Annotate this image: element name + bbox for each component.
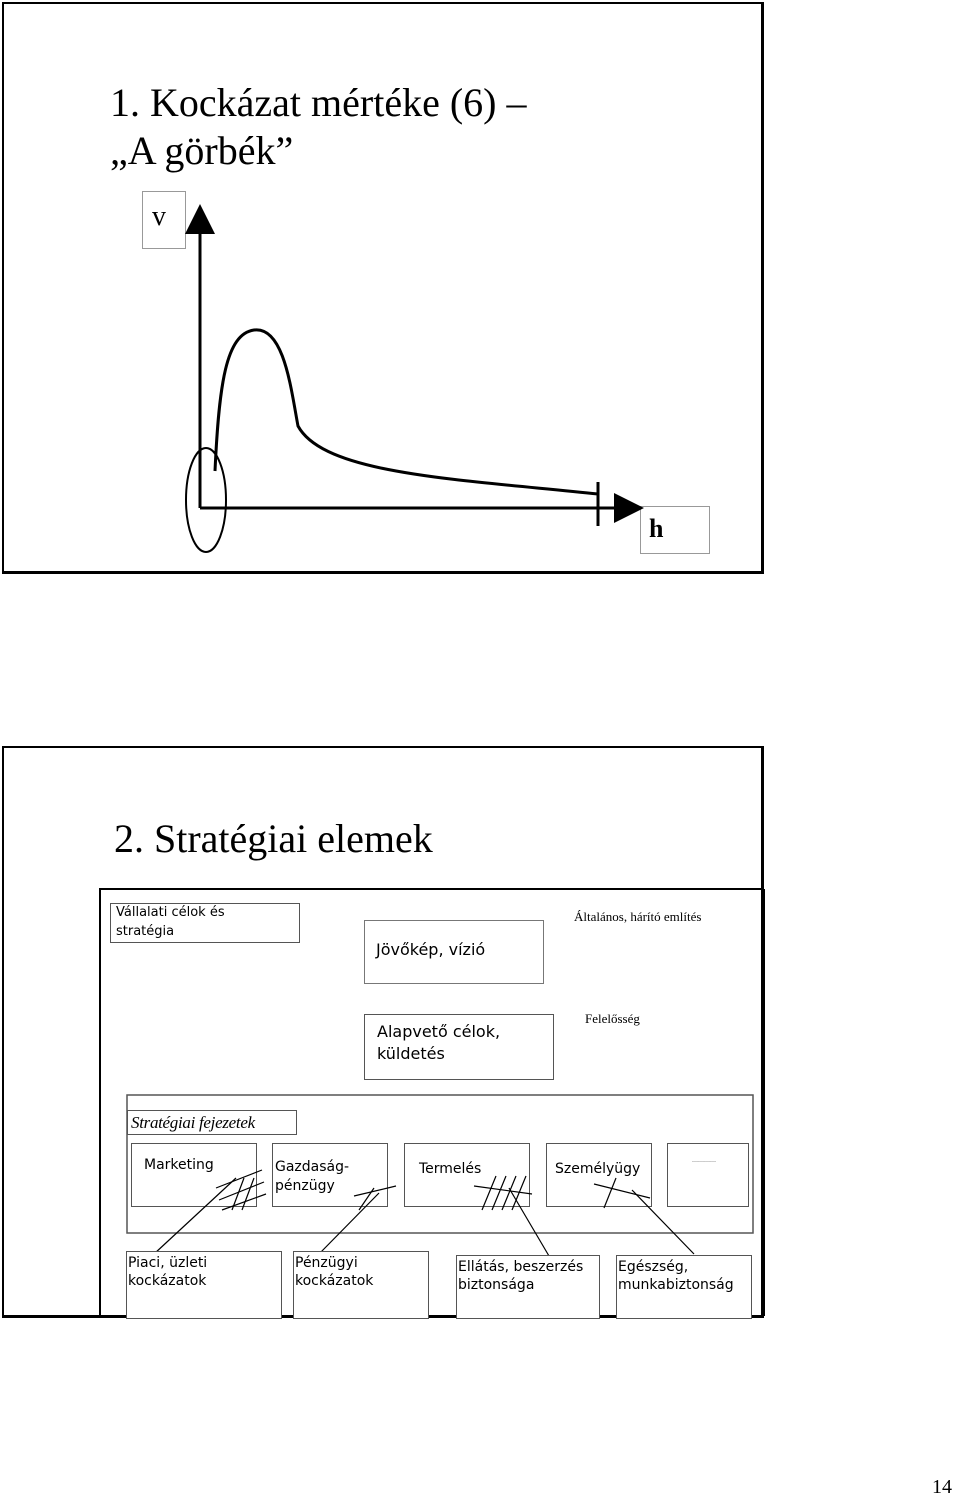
piaci-line1: Piaci, üzleti bbox=[128, 1255, 208, 1271]
risk-ellatas bbox=[456, 1255, 600, 1319]
penzugyi-line1: Pénzügyi bbox=[295, 1255, 358, 1271]
ellatas-line2: biztonsága bbox=[458, 1277, 535, 1293]
slide1-title-line1: 1. Kockázat mértéke (6) – bbox=[110, 80, 527, 125]
ellatas-line1: Ellátás, beszerzés bbox=[458, 1259, 584, 1275]
slide1-title-line2: „A görbék” bbox=[110, 128, 294, 173]
risk-egeszseg bbox=[616, 1255, 752, 1319]
szemelyugy-label: Személyügy bbox=[555, 1161, 641, 1177]
vallalati-line2: stratégia bbox=[116, 924, 175, 939]
jovokep-label: Jövőkép, vízió bbox=[376, 940, 486, 959]
altalanos-label: Általános, hárító említés bbox=[574, 909, 702, 924]
slide-risk-curve bbox=[2, 2, 764, 574]
gazdasag-line1: Gazdaság- bbox=[275, 1159, 350, 1175]
origin-highlight-ellipse bbox=[186, 448, 226, 552]
slide-strategic-elements bbox=[2, 746, 764, 1318]
felelosseg-label: Felelősség bbox=[585, 1011, 640, 1026]
marketing-label: Marketing bbox=[144, 1157, 214, 1173]
egeszseg-line1: Egészség, bbox=[618, 1259, 689, 1275]
v-axis-label: v bbox=[152, 201, 166, 232]
egeszseg-line2: munkabiztonság bbox=[618, 1277, 734, 1293]
gazdasag-line2: pénzügy bbox=[275, 1178, 335, 1194]
alapveto-line2: küldetés bbox=[377, 1044, 445, 1063]
vallalati-line1: Vállalati célok és bbox=[116, 905, 225, 920]
chapter-ellipsis: ………… bbox=[692, 1158, 716, 1164]
page-number: 14 bbox=[932, 1476, 952, 1498]
risk-curve-graph bbox=[4, 4, 766, 576]
termeles-label: Termelés bbox=[419, 1161, 482, 1177]
strategiai-fejezetek-label: Stratégiai fejezetek bbox=[131, 1113, 255, 1132]
alapveto-line1: Alapvető célok, bbox=[377, 1022, 501, 1041]
chapter-risk-connectors bbox=[4, 748, 766, 1320]
h-axis-label: h bbox=[649, 514, 664, 543]
risk-curve bbox=[215, 330, 598, 494]
risk-piaci bbox=[126, 1251, 282, 1319]
slide2-title: 2. Stratégiai elemek bbox=[114, 816, 433, 861]
risk-penzugyi bbox=[293, 1251, 429, 1319]
piaci-line2: kockázatok bbox=[128, 1273, 207, 1289]
penzugyi-line2: kockázatok bbox=[295, 1273, 374, 1289]
